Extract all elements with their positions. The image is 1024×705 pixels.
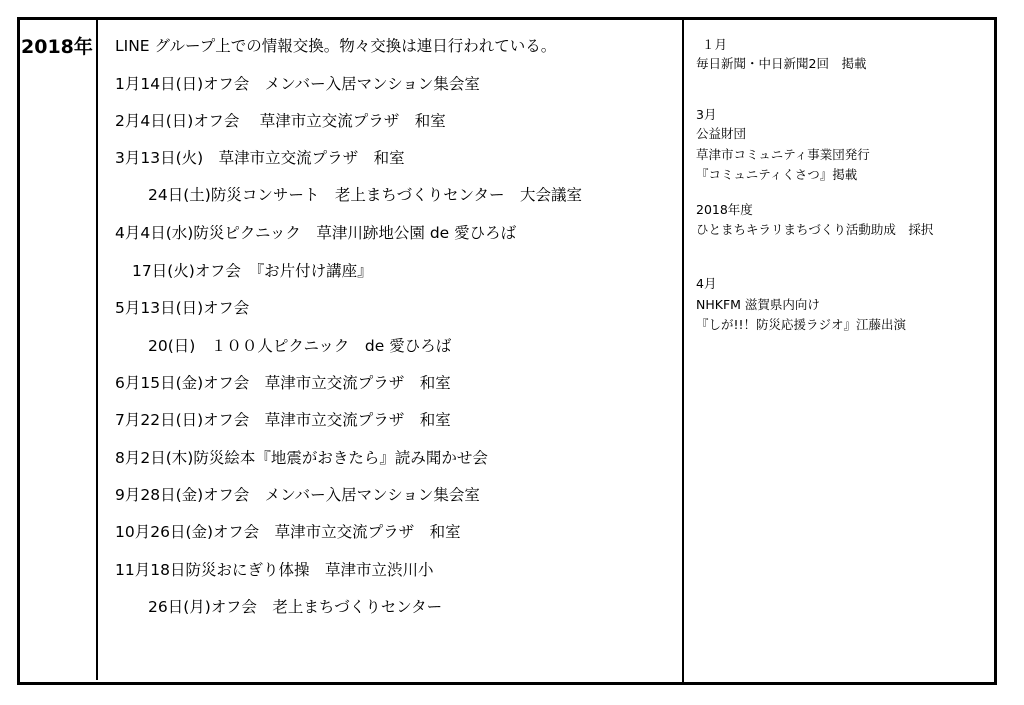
activity-line: 20(日) １００人ピクニック de 愛ひろば xyxy=(148,337,452,355)
note-line: 公益財団 xyxy=(696,126,747,141)
note-line: 草津市コミュニティ事業団発行 xyxy=(696,147,870,162)
activity-line: 6月15日(金)オフ会 草津市立交流プラザ 和室 xyxy=(115,374,451,392)
year-label: 2018年 xyxy=(21,36,93,58)
activity-line: 1月14日(日)オフ会 メンバー入居マンション集会室 xyxy=(115,75,480,93)
note-line: NHKFM 滋賀県内向け xyxy=(696,297,820,312)
note-line: ひとまちキラリまちづくり活動助成 採択 xyxy=(696,222,934,237)
activity-line: LINE グループ上での情報交換。物々交換は連日行われている。 xyxy=(115,37,557,55)
activity-line: 7月22日(日)オフ会 草津市立交流プラザ 和室 xyxy=(115,411,451,429)
note-line: 『しが!!！防災応援ラジオ』江藤出演 xyxy=(696,317,907,332)
activity-line: 24日(土)防災コンサート 老上まちづくりセンター 大会議室 xyxy=(148,186,583,204)
activity-line: 8月2日(木)防災絵本『地震がおきたら』読み聞かせ会 xyxy=(115,449,488,467)
note-line: １月 xyxy=(702,37,728,52)
note-line: 4月 xyxy=(696,276,717,291)
activity-line: 4月4日(水)防災ピクニック 草津川跡地公園 de 愛ひろば xyxy=(115,224,517,242)
activity-line: 17日(火)オフ会 『お片付け講座』 xyxy=(132,262,373,280)
activity-line: 2月4日(日)オフ会 草津市立交流プラザ 和室 xyxy=(115,112,446,130)
note-line: 2018年度 xyxy=(696,202,753,217)
activity-line: 3月13日(火) 草津市立交流プラザ 和室 xyxy=(115,149,405,167)
note-line: 『コミュニティくさつ』掲載 xyxy=(696,167,858,182)
note-line: 3月 xyxy=(696,107,717,122)
activity-line: 5月13日(日)オフ会 xyxy=(115,299,250,317)
activity-line: 11月18日防災おにぎり体操 草津市立渋川小 xyxy=(115,561,434,579)
year-column-divider xyxy=(96,20,98,680)
notes-column-divider xyxy=(682,20,684,682)
activity-line: 10月26日(金)オフ会 草津市立交流プラザ 和室 xyxy=(115,523,461,541)
note-line: 毎日新聞・中日新聞2回 掲載 xyxy=(696,56,867,71)
activity-line: 26日(月)オフ会 老上まちづくりセンター xyxy=(148,598,443,616)
activity-line: 9月28日(金)オフ会 メンバー入居マンション集会室 xyxy=(115,486,480,504)
